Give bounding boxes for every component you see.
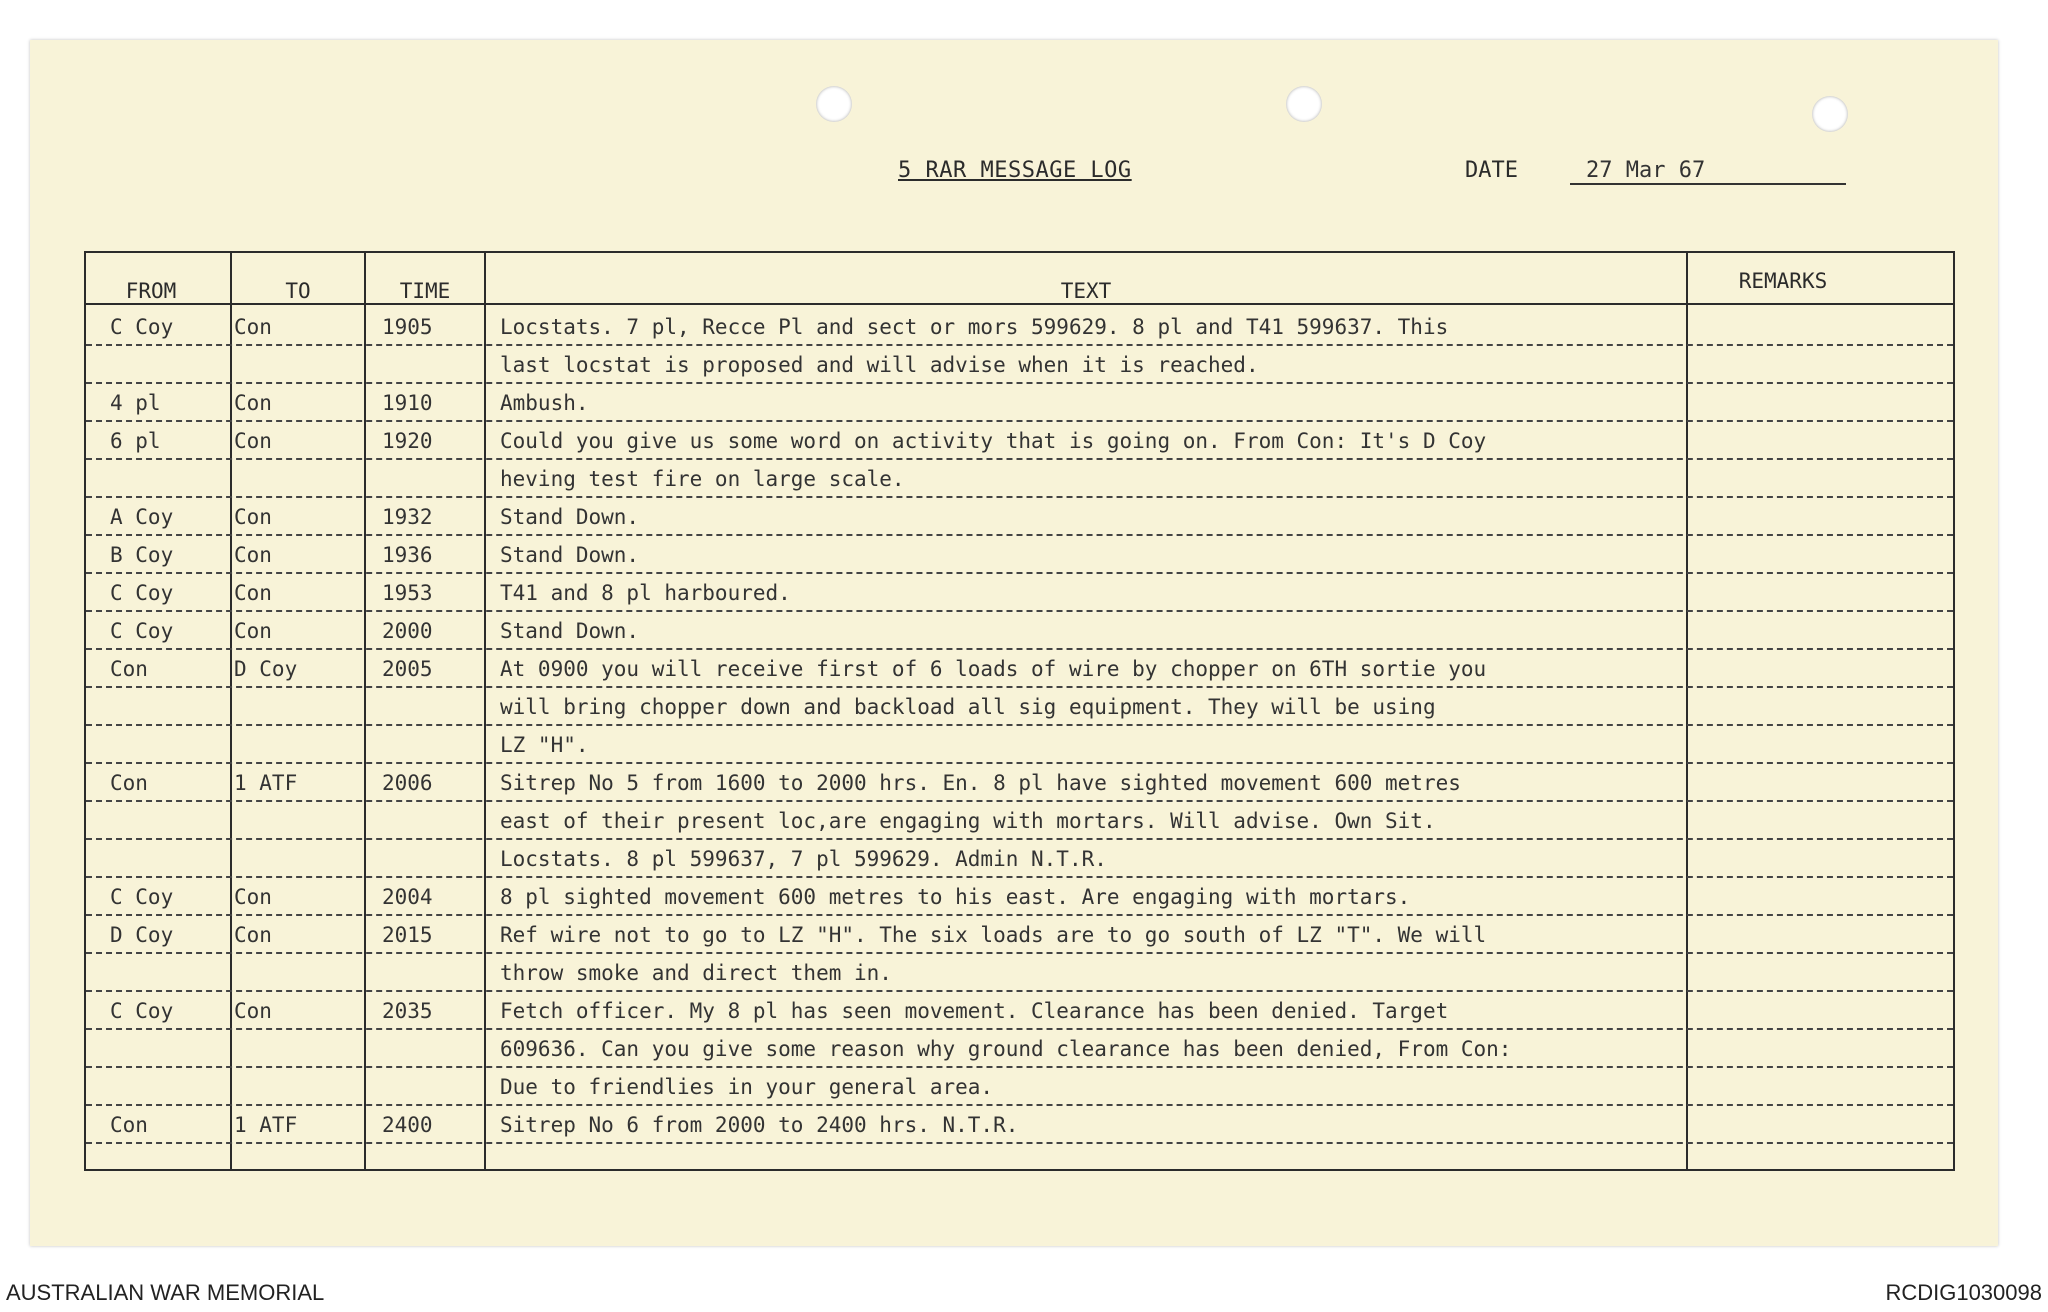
log-title: 5 RAR MESSAGE LOG: [898, 158, 1132, 183]
text-cell: [500, 612, 639, 650]
punch-hole-right: [1812, 96, 1848, 132]
from-cell: A Coy: [110, 505, 174, 529]
text-cell: [500, 536, 639, 574]
row-rule: [86, 1142, 1953, 1144]
to-cell: Con: [234, 315, 272, 339]
row-rule: [86, 458, 1953, 460]
text-cell: [500, 650, 1486, 764]
text-line: Sitrep No 6 from 2000 to 2400 hrs. N.T.R.: [500, 1113, 1019, 1137]
from-cell: C Coy: [110, 999, 174, 1023]
text-cell: [500, 878, 1410, 916]
table-row: [86, 498, 1953, 536]
from-cell: Con: [110, 1113, 148, 1137]
text-line: At 0900 you will receive first of 6 loads of wire by chopper on 6TH sortie you: [500, 657, 1487, 681]
time-cell: 1905: [382, 315, 433, 339]
to-cell: Con: [234, 391, 272, 415]
table-row: [86, 308, 1953, 384]
table-row: [86, 536, 1953, 574]
table-row: [86, 878, 1953, 916]
time-cell: 1920: [382, 429, 433, 453]
table-row: [86, 764, 1953, 878]
from-cell: C Coy: [110, 315, 174, 339]
time-cell: 2400: [382, 1113, 433, 1137]
text-line: Locstats. 7 pl, Recce Pl and sect or mors 599629. 8 pl and T41 599637. This: [500, 315, 1449, 339]
time-cell: 2000: [382, 619, 433, 643]
text-line: Stand Down.: [500, 619, 640, 643]
text-cell: [500, 422, 1486, 498]
table-row: [86, 992, 1953, 1106]
header-to: TO: [285, 279, 311, 303]
table-row: [86, 574, 1953, 612]
from-cell: B Coy: [110, 543, 174, 567]
text-line: heving test fire on large scale.: [500, 467, 905, 491]
text-line: Locstats. 8 pl 599637, 7 pl 599629. Admin N.T.R.: [500, 847, 1107, 871]
text-line: last locstat is proposed and will advise when it is reached.: [500, 353, 1259, 377]
text-line: Sitrep No 5 from 1600 to 2000 hrs. En. 8 pl have sighted movement 600 metres: [500, 771, 1461, 795]
table-row: [86, 1106, 1953, 1144]
row-rule: [86, 344, 1953, 346]
time-cell: 2006: [382, 771, 433, 795]
text-cell: [500, 498, 639, 536]
text-line: Stand Down.: [500, 543, 640, 567]
from-cell: C Coy: [110, 885, 174, 909]
text-line: Due to friendlies in your general area.: [500, 1075, 994, 1099]
to-cell: Con: [234, 619, 272, 643]
time-cell: 2015: [382, 923, 433, 947]
text-cell: [500, 764, 1461, 878]
header-time: TIME: [399, 279, 451, 303]
to-cell: Con: [234, 429, 272, 453]
header-text: TEXT: [1060, 279, 1112, 303]
to-cell: Con: [234, 581, 272, 605]
row-rule: [86, 724, 1953, 726]
table-row: [86, 612, 1953, 650]
text-cell: [500, 992, 1511, 1106]
text-line: LZ "H".: [500, 733, 589, 757]
text-cell: [500, 916, 1486, 992]
text-line: Ambush.: [500, 391, 589, 415]
to-cell: Con: [234, 999, 272, 1023]
to-cell: 1 ATF: [234, 1113, 298, 1137]
text-cell: [500, 1106, 1018, 1144]
text-line: 609636. Can you give some reason why ground clearance has been denied, From Con:: [500, 1037, 1512, 1061]
time-cell: 1932: [382, 505, 433, 529]
to-cell: 1 ATF: [234, 771, 298, 795]
to-cell: Con: [234, 505, 272, 529]
table-row: [86, 422, 1953, 498]
time-cell: 2005: [382, 657, 433, 681]
text-line: will bring chopper down and backload all sig equipment. They will be using: [500, 695, 1436, 719]
text-cell: [500, 308, 1448, 384]
from-cell: Con: [110, 657, 148, 681]
row-rule: [86, 838, 1953, 840]
text-line: throw smoke and direct them in.: [500, 961, 892, 985]
row-rule: [86, 1066, 1953, 1068]
row-rule: [86, 1028, 1953, 1030]
to-cell: D Coy: [234, 657, 298, 681]
punch-hole-middle: [1286, 86, 1322, 122]
text-cell: [500, 384, 589, 422]
row-rule: [86, 686, 1953, 688]
header-remarks: REMARKS: [1738, 269, 1828, 293]
punch-hole-left: [816, 86, 852, 122]
footer-id: RCDIG1030098: [1885, 1280, 2042, 1305]
text-line: Stand Down.: [500, 505, 640, 529]
time-cell: 2035: [382, 999, 433, 1023]
table-row: [86, 650, 1953, 764]
from-cell: C Coy: [110, 619, 174, 643]
text-line: T41 and 8 pl harboured.: [500, 581, 791, 605]
footer-archive: AUSTRALIAN WAR MEMORIAL: [6, 1280, 325, 1305]
time-cell: 1910: [382, 391, 433, 415]
text-line: 8 pl sighted movement 600 metres to his east. Are engaging with mortars.: [500, 885, 1411, 909]
from-cell: D Coy: [110, 923, 174, 947]
to-cell: Con: [234, 543, 272, 567]
table-row: [86, 384, 1953, 422]
row-rule: [86, 952, 1953, 954]
from-cell: 6 pl: [110, 429, 161, 453]
header-from: FROM: [125, 279, 177, 303]
to-cell: Con: [234, 923, 272, 947]
from-cell: Con: [110, 771, 148, 795]
message-log-table: [84, 251, 1955, 1171]
time-cell: 2004: [382, 885, 433, 909]
text-line: Ref wire not to go to LZ "H". The six loads are to go south of LZ "T". We will: [500, 923, 1487, 947]
text-line: east of their present loc,are engaging with mortars. Will advise. Own Sit.: [500, 809, 1436, 833]
text-line: Fetch officer. My 8 pl has seen movement. Clearance has been denied. Target: [500, 999, 1449, 1023]
date-label: DATE: [1465, 158, 1518, 183]
row-rule: [86, 800, 1953, 802]
header-rule: [86, 303, 1953, 305]
to-cell: Con: [234, 885, 272, 909]
text-cell: [500, 574, 791, 612]
time-cell: 1953: [382, 581, 433, 605]
from-cell: 4 pl: [110, 391, 161, 415]
time-cell: 1936: [382, 543, 433, 567]
text-line: Could you give us some word on activity that is going on. From Con: It's D Coy: [500, 429, 1487, 453]
table-row: [86, 916, 1953, 992]
date-value: 27 Mar 67: [1570, 158, 1846, 185]
from-cell: C Coy: [110, 581, 174, 605]
